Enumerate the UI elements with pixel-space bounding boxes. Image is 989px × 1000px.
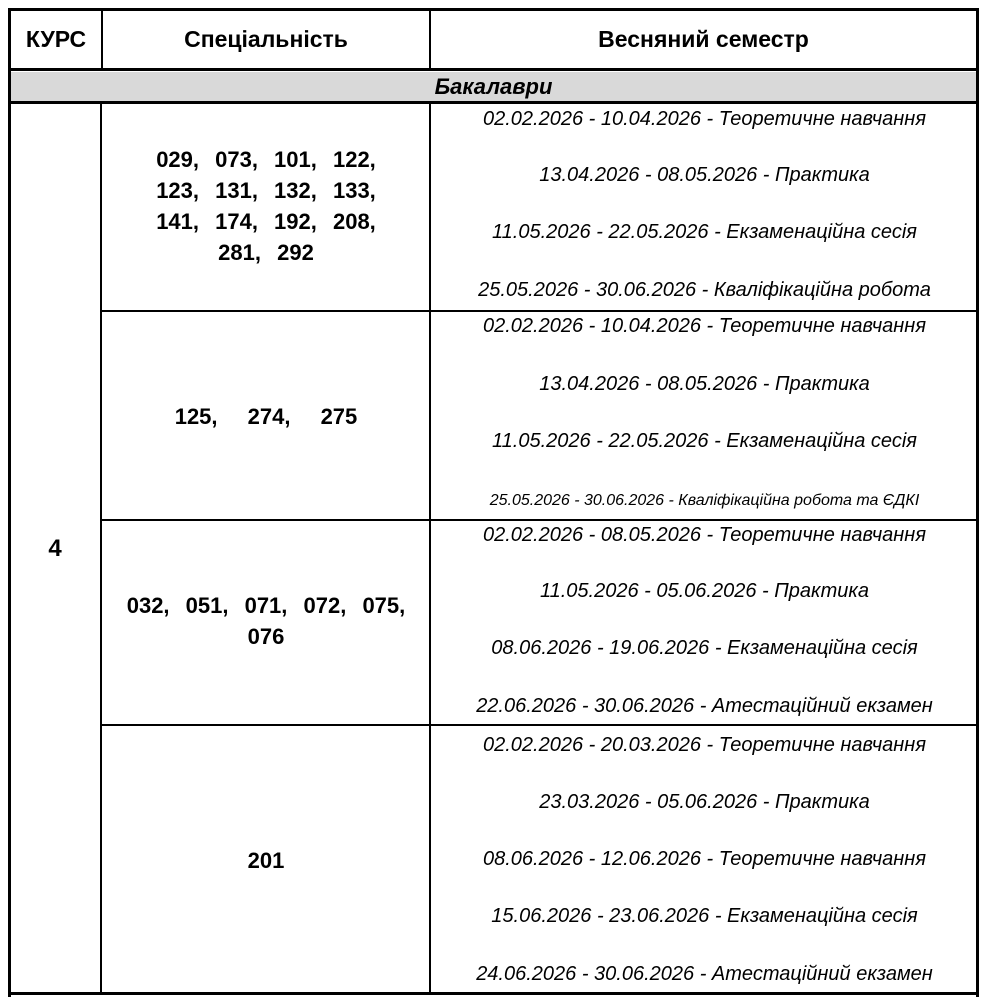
schedule-entry: 13.04.2026 - 08.05.2026 - Практика — [539, 373, 870, 395]
schedule-entry: 15.06.2026 - 23.06.2026 - Екзаменаційна сесія — [491, 905, 918, 927]
schedule-entry: 22.06.2026 - 30.06.2026 - Атестаційний екзамен — [476, 695, 933, 717]
course-number: 4 — [48, 535, 62, 562]
schedule-cell — [432, 727, 977, 994]
schedule-entry: 02.02.2026 - 10.04.2026 - Теоретичне навчання — [483, 108, 926, 130]
row-divider — [101, 724, 978, 726]
schedule-cell — [432, 521, 977, 724]
header-col-line-2 — [429, 8, 431, 70]
table-border-top — [8, 8, 979, 11]
header-semester: Весняний семестр — [598, 25, 809, 52]
bottom-divider — [8, 992, 979, 995]
col-line-2 — [429, 102, 431, 994]
schedule-entry: 11.05.2026 - 05.06.2026 - Практика — [539, 580, 869, 602]
header-specialty: Спеціальність — [184, 25, 348, 52]
schedule-entry: 02.02.2026 - 08.05.2026 - Теоретичне навчання — [483, 524, 926, 546]
schedule-entry: 02.02.2026 - 20.03.2026 - Теоретичне навчання — [483, 734, 926, 756]
schedule-entry: 25.05.2026 - 30.06.2026 - Кваліфікаційна робота — [478, 279, 931, 301]
schedule-entry: 25.05.2026 - 30.06.2026 - Кваліфікаційна робота та ЄДКІ — [489, 492, 920, 509]
col-line-1 — [100, 102, 102, 994]
specialty-cell: 029, 073, 101, 122, 123, 131, 132, 133, 141, 174, 192, 208, 281, 292 — [156, 146, 376, 265]
schedule-entry: 08.06.2026 - 12.06.2026 - Теоретичне навчання — [483, 848, 926, 870]
table-border-right — [976, 8, 979, 997]
header-divider — [8, 68, 979, 71]
row-divider — [101, 310, 978, 312]
schedule-entry: 11.05.2026 - 22.05.2026 - Екзаменаційна сесія — [492, 221, 917, 243]
specialty-cell: 201 — [247, 847, 285, 873]
schedule-entry: 13.04.2026 - 08.05.2026 - Практика — [539, 164, 870, 186]
schedule-entry: 24.06.2026 - 30.06.2026 - Атестаційний екзамен — [476, 963, 933, 985]
row-divider — [101, 519, 978, 521]
specialty-cell: 032, 051, 071, 072, 075, 076 — [126, 593, 406, 649]
schedule-cell — [432, 313, 977, 519]
section-divider — [8, 101, 979, 104]
header-course: КУРС — [25, 25, 87, 52]
schedule-entry: 02.02.2026 - 10.04.2026 - Теоретичне навчання — [483, 315, 926, 337]
schedule-entry: 23.03.2026 - 05.06.2026 - Практика — [539, 791, 870, 813]
table-border-left — [8, 8, 11, 997]
header-col-line-1 — [101, 8, 103, 70]
section-title: Бакалаври — [10, 72, 977, 102]
schedule-cell — [432, 104, 977, 310]
schedule-entry: 11.05.2026 - 22.05.2026 - Екзаменаційна сесія — [492, 430, 917, 452]
specialty-cell: 125, 274, 275 — [174, 404, 358, 429]
schedule-entry: 08.06.2026 - 19.06.2026 - Екзаменаційна сесія — [491, 637, 918, 659]
